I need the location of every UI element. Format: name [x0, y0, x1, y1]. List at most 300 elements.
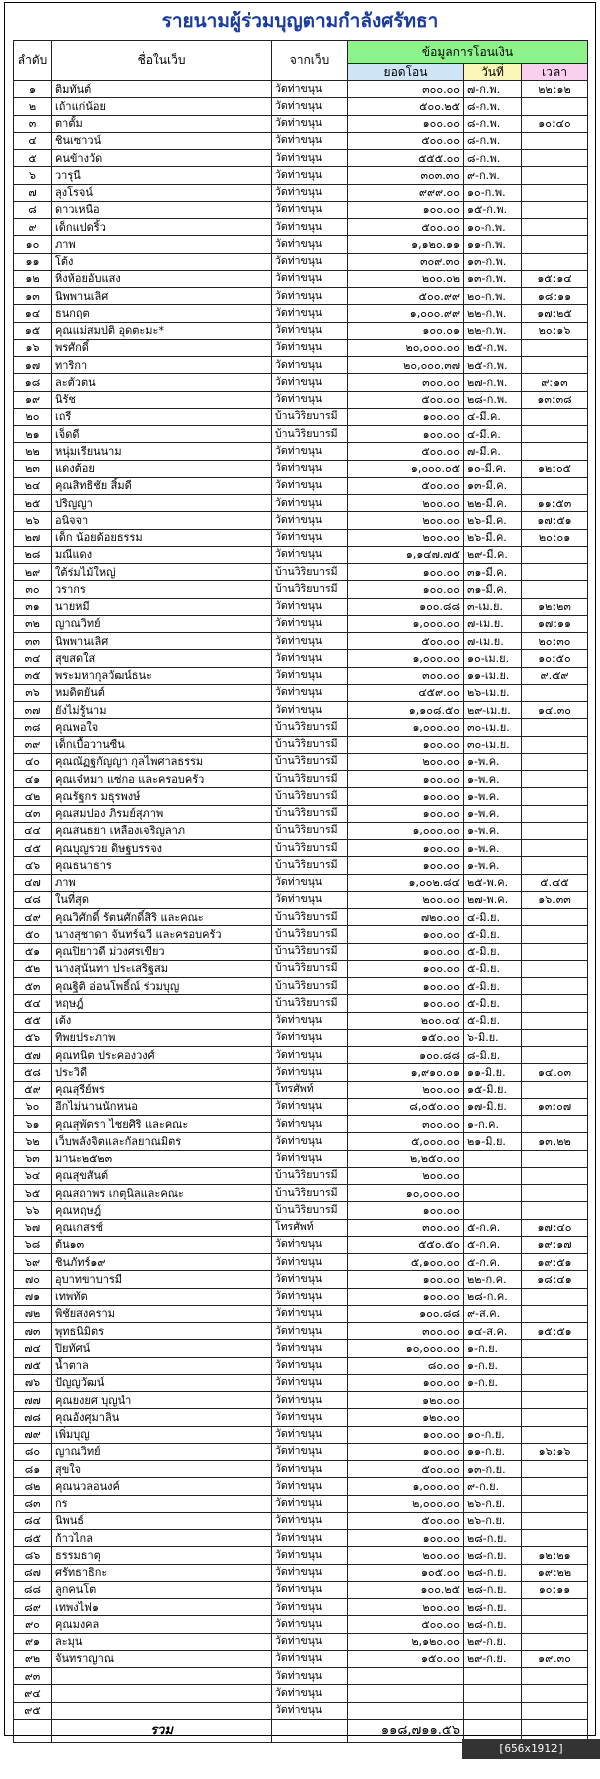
transfer-time	[522, 1461, 588, 1478]
source-site: บ้านวิริยบารมี	[272, 822, 348, 839]
transfer-amount: ๕๐๐.๐๐	[348, 1512, 464, 1529]
transfer-date: ๑๓-ก.พ.	[464, 253, 522, 270]
table-row	[14, 702, 588, 719]
donor-name: ยังไม่รู้นาม	[52, 702, 272, 719]
transfer-amount: ๕๐๐.๐๐	[348, 132, 464, 149]
table-row	[14, 891, 588, 908]
transfer-amount: ๑๐๐.๐๐	[348, 960, 464, 977]
transfer-time	[522, 960, 588, 977]
donor-name: คุณสนธยา เหลืองเจริญลาภ	[52, 822, 272, 839]
source-site: วัดท่าขนุน	[272, 1495, 348, 1512]
transfer-time	[522, 546, 588, 563]
header-date: วันที่	[464, 64, 522, 81]
source-site: บ้านวิริยบารมี	[272, 753, 348, 770]
transfer-time	[522, 339, 588, 356]
transfer-time	[522, 184, 588, 201]
table-row	[14, 615, 588, 632]
transfer-amount: ๒๐๐.๐๐	[348, 1547, 464, 1564]
source-site: วัดท่าขนุน	[272, 81, 348, 98]
row-number: ๓๖	[14, 684, 52, 701]
transfer-amount: ๒๐๐.๐๔	[348, 1012, 464, 1029]
transfer-amount: ๔๕๙.๐๐	[348, 684, 464, 701]
donor-name: หิ่งห้อยอับแสง	[52, 270, 272, 287]
source-site: วัดท่าขนุน	[272, 1340, 348, 1357]
row-number: ๒๘	[14, 546, 52, 563]
donor-name: ละตัวตน	[52, 374, 272, 391]
source-site: วัดท่าขนุน	[272, 1305, 348, 1322]
transfer-date: ๕-ก.ค.	[464, 1254, 522, 1271]
table-row	[14, 236, 588, 253]
donor-name: คุณรัฐกร มธุรพงษ์	[52, 788, 272, 805]
transfer-amount: ๑๕๐.๐๐	[348, 1650, 464, 1667]
transfer-amount: ๘๐.๐๐	[348, 1357, 464, 1374]
table-row	[14, 650, 588, 667]
transfer-date	[464, 1167, 522, 1184]
transfer-time	[522, 167, 588, 184]
transfer-amount: ๘,๐๕๐.๐๐	[348, 1098, 464, 1115]
row-number: ๙๒	[14, 1650, 52, 1667]
transfer-time: ๙:๑๓	[522, 374, 588, 391]
table-body	[14, 81, 588, 1720]
transfer-date: ๒๘-ก.ค.	[464, 1288, 522, 1305]
source-site: วัดท่าขนุน	[272, 1323, 348, 1340]
transfer-date	[464, 1409, 522, 1426]
transfer-date: ๙-ก.พ.	[464, 167, 522, 184]
donor-name: ใต้ร่มไม้ใหญ่	[52, 564, 272, 581]
transfer-amount: ๒๐๐.๐๐	[348, 1599, 464, 1616]
row-number: ๙๐	[14, 1616, 52, 1633]
row-number: ๑๘	[14, 374, 52, 391]
source-site: วัดท่าขนุน	[272, 1426, 348, 1443]
row-number: ๒๕	[14, 495, 52, 512]
transfer-date: ๘-ก.พ.	[464, 150, 522, 167]
transfer-time: ๑๖.๓๓	[522, 891, 588, 908]
source-site: บ้านวิริยบารมี	[272, 1202, 348, 1219]
table-row	[14, 581, 588, 598]
donor-name: มณีแดง	[52, 546, 272, 563]
source-site: บ้านวิริยบารมี	[272, 995, 348, 1012]
table-row	[14, 1547, 588, 1564]
row-number: ๖๐	[14, 1098, 52, 1115]
source-site: บ้านวิริยบารมี	[272, 805, 348, 822]
row-number: ๒๗	[14, 529, 52, 546]
row-number: ๕๘	[14, 1064, 52, 1081]
table-row	[14, 322, 588, 339]
transfer-time: ๑๔.๐๓	[522, 1064, 588, 1081]
table-row	[14, 926, 588, 943]
transfer-amount: ๕๕๕.๐๐	[348, 150, 464, 167]
transfer-time	[522, 753, 588, 770]
transfer-time: ๑๓:๓๘	[522, 391, 588, 408]
transfer-time: ๑๗:๕๑	[522, 512, 588, 529]
table-row	[14, 1599, 588, 1616]
transfer-date: ๘-ก.พ.	[464, 115, 522, 132]
transfer-time: ๑๙:๒๒	[522, 1564, 588, 1581]
transfer-amount: ๒๐,๐๐๐.๓๗	[348, 357, 464, 374]
donor-name: ญาณวิทย์	[52, 1443, 272, 1460]
transfer-date: ๒๘-ก.ย.	[464, 1581, 522, 1598]
row-number: ๘๔	[14, 1512, 52, 1529]
source-site: บ้านวิริยบารมี	[272, 564, 348, 581]
transfer-date: ๑๓-มี.ค.	[464, 477, 522, 494]
table-row	[14, 1185, 588, 1202]
row-number: ๒๖	[14, 512, 52, 529]
source-site: บ้านวิริยบารมี	[272, 909, 348, 926]
table-row	[14, 771, 588, 788]
row-number: ๓๒	[14, 615, 52, 632]
source-site: วัดท่าขนุน	[272, 374, 348, 391]
row-number: ๑๖	[14, 339, 52, 356]
donor-name: ชินภัทร์๑๙	[52, 1254, 272, 1271]
transfer-time	[522, 253, 588, 270]
transfer-date: ๒๙-มี.ค.	[464, 546, 522, 563]
transfer-date: ๒๐-ก.พ.	[464, 288, 522, 305]
source-site: บ้านวิริยบารมี	[272, 978, 348, 995]
source-site: บ้านวิริยบารมี	[272, 1167, 348, 1184]
row-number: ๒๐	[14, 408, 52, 425]
transfer-amount: ๒,๒๕๐.๐๐	[348, 1150, 464, 1167]
transfer-time	[522, 1081, 588, 1098]
table-row	[14, 1650, 588, 1667]
table-row	[14, 1668, 588, 1685]
source-site: บ้านวิริยบารมี	[272, 408, 348, 425]
transfer-time	[522, 1185, 588, 1202]
transfer-time: ๒๒:๑๒	[522, 81, 588, 98]
transfer-time	[522, 736, 588, 753]
donor-table	[13, 40, 588, 1743]
donor-name: อนิจจา	[52, 512, 272, 529]
transfer-amount: ๓๐๙.๓๐	[348, 253, 464, 270]
row-number: ๖	[14, 167, 52, 184]
transfer-time	[522, 1202, 588, 1219]
donor-name: คุณสุรีย์พร	[52, 1081, 272, 1098]
transfer-amount: ๑๐๐.๐๐	[348, 1271, 464, 1288]
transfer-time	[522, 1374, 588, 1391]
row-number: ๗๗	[14, 1392, 52, 1409]
donor-name: เจ็ดดี	[52, 426, 272, 443]
row-number: ๕๐	[14, 926, 52, 943]
transfer-date: ๒๘-ก.พ.	[464, 391, 522, 408]
table-row	[14, 822, 588, 839]
row-number: ๖๖	[14, 1202, 52, 1219]
transfer-amount: ๕๐๐.๙๙	[348, 288, 464, 305]
transfer-time	[522, 1340, 588, 1357]
source-site: วัดท่าขนุน	[272, 1633, 348, 1650]
table-row	[14, 753, 588, 770]
row-number: ๓๘	[14, 719, 52, 736]
transfer-time	[522, 236, 588, 253]
source-site: บ้านวิริยบารมี	[272, 426, 348, 443]
table-row	[14, 978, 588, 995]
table-row	[14, 81, 588, 98]
transfer-time: ๑๕:๕๑	[522, 1323, 588, 1340]
source-site: วัดท่าขนุน	[272, 1409, 348, 1426]
transfer-time	[522, 1426, 588, 1443]
donor-name: วารุนี	[52, 167, 272, 184]
transfer-time	[522, 926, 588, 943]
transfer-time: ๙.๕๙	[522, 667, 588, 684]
transfer-amount: ๑๐๐.๐๐	[348, 788, 464, 805]
transfer-amount: ๑,๐๐๐.๐๐	[348, 719, 464, 736]
table-row	[14, 1392, 588, 1409]
row-number: ๕๑	[14, 943, 52, 960]
source-site: วัดท่าขนุน	[272, 512, 348, 529]
transfer-amount: ๑๐๐.๐๐	[348, 426, 464, 443]
transfer-time	[522, 995, 588, 1012]
source-site: วัดท่าขนุน	[272, 1029, 348, 1046]
table-row	[14, 1047, 588, 1064]
transfer-time	[522, 1029, 588, 1046]
row-number: ๔๙	[14, 909, 52, 926]
donor-name: ลูกคนโต	[52, 1581, 272, 1598]
source-site: วัดท่าขนุน	[272, 1564, 348, 1581]
header-source: จากเว็บ	[272, 41, 348, 81]
transfer-time	[522, 1012, 588, 1029]
row-number: ๒๙	[14, 564, 52, 581]
donor-name: ติมทันต์	[52, 81, 272, 98]
transfer-date: ๑-ก.ย.	[464, 1374, 522, 1391]
transfer-amount: ๑๐๐.๘๘	[348, 1047, 464, 1064]
transfer-amount: ๕๐๐.๐๐	[348, 477, 464, 494]
row-number: ๘๑	[14, 1461, 52, 1478]
table-row	[14, 960, 588, 977]
transfer-date: ๕-มิ.ย.	[464, 978, 522, 995]
donor-name: เทพทัต	[52, 1288, 272, 1305]
table-row	[14, 1236, 588, 1253]
donor-name: ญาณวิทย์	[52, 615, 272, 632]
transfer-time	[522, 581, 588, 598]
transfer-date: ๕-มิ.ย.	[464, 943, 522, 960]
table-row	[14, 598, 588, 615]
transfer-date: ๒๘-ก.ย.	[464, 1599, 522, 1616]
row-number: ๗๓	[14, 1323, 52, 1340]
source-site: บ้านวิริยบารมี	[272, 857, 348, 874]
row-number: ๗๐	[14, 1271, 52, 1288]
row-number: ๑๒	[14, 270, 52, 287]
table-row	[14, 719, 588, 736]
row-number: ๕	[14, 150, 52, 167]
source-site: วัดท่าขนุน	[272, 1236, 348, 1253]
table-row	[14, 339, 588, 356]
transfer-time: ๑๒:๒๑	[522, 1547, 588, 1564]
row-number: ๖๑	[14, 1116, 52, 1133]
transfer-date: ๘-ก.พ.	[464, 98, 522, 115]
transfer-date: ๒๗-ก.พ.	[464, 374, 522, 391]
row-number: ๖๔	[14, 1167, 52, 1184]
table-row	[14, 1305, 588, 1322]
transfer-date: ๑-พ.ค.	[464, 771, 522, 788]
transfer-date: ๒๒-ก.พ.	[464, 305, 522, 322]
transfer-date: ๒๘-ก.ย.	[464, 1530, 522, 1547]
table-row	[14, 443, 588, 460]
transfer-time	[522, 1409, 588, 1426]
table-row	[14, 736, 588, 753]
source-site: วัดท่าขนุน	[272, 1461, 348, 1478]
transfer-time	[522, 805, 588, 822]
transfer-time	[522, 1150, 588, 1167]
transfer-time: ๒๐:๐๑	[522, 529, 588, 546]
transfer-amount: ๕๐๐.๐๐	[348, 633, 464, 650]
row-number: ๔๗	[14, 874, 52, 891]
transfer-amount: ๕๐๐.๐๐	[348, 443, 464, 460]
transfer-date: ๒๙-ก.ย.	[464, 1633, 522, 1650]
table-row	[14, 115, 588, 132]
row-number: ๖๓	[14, 1150, 52, 1167]
donor-name: คุณธนาธาร	[52, 857, 272, 874]
table-row	[14, 1374, 588, 1391]
header-time: เวลา	[522, 64, 588, 81]
table-row	[14, 1098, 588, 1115]
transfer-amount: ๑๐๐.๐๐	[348, 1202, 464, 1219]
row-number: ๗๑	[14, 1288, 52, 1305]
transfer-amount: ๑๐๐.๐๐	[348, 1288, 464, 1305]
row-number: ๗	[14, 184, 52, 201]
transfer-date	[464, 1685, 522, 1702]
table-row	[14, 805, 588, 822]
table-row	[14, 1288, 588, 1305]
table-row	[14, 909, 588, 926]
source-site: วัดท่าขนุน	[272, 1443, 348, 1460]
transfer-amount: ๑๐๐.๐๐	[348, 926, 464, 943]
source-site: วัดท่าขนุน	[272, 874, 348, 891]
transfer-time	[522, 840, 588, 857]
donor-name: ละมุน	[52, 1633, 272, 1650]
table-row	[14, 1012, 588, 1029]
donor-name: ปิยทัศน์	[52, 1340, 272, 1357]
transfer-amount: ๓๐๐.๐๐	[348, 1116, 464, 1133]
transfer-date: ๒๗-พ.ค.	[464, 891, 522, 908]
transfer-time	[522, 219, 588, 236]
transfer-amount: ๑๐๕.๐๐	[348, 1564, 464, 1581]
transfer-date: ๒๒-ก.พ.	[464, 322, 522, 339]
table-row	[14, 201, 588, 218]
donor-name: คุณแม่สมปติ อุดตะมะ*	[52, 322, 272, 339]
source-site: วัดท่าขนุน	[272, 702, 348, 719]
transfer-date: ๑๔-ส.ค.	[464, 1323, 522, 1340]
table-row	[14, 1564, 588, 1581]
source-site: บ้านวิริยบารมี	[272, 1185, 348, 1202]
transfer-amount: ๑,๑๔๗.๗๕	[348, 546, 464, 563]
page-title: รายนามผู้ร่วมบุญตามกำลังศรัทธา	[161, 10, 439, 32]
transfer-date: ๔-มิ.ย.	[464, 909, 522, 926]
row-number: ๗๘	[14, 1409, 52, 1426]
transfer-time: ๑๘:๔๑	[522, 1271, 588, 1288]
row-number: ๘๒	[14, 1478, 52, 1495]
row-number: ๙	[14, 219, 52, 236]
transfer-time	[522, 1495, 588, 1512]
donor-name: หนุ่มเรียนนาม	[52, 443, 272, 460]
source-site: วัดท่าขนุน	[272, 98, 348, 115]
transfer-amount	[348, 1685, 464, 1702]
transfer-date: ๒๙-เม.ย.	[464, 702, 522, 719]
donor-name	[52, 1702, 272, 1719]
donor-name	[52, 1685, 272, 1702]
donor-name: แดงต้อย	[52, 460, 272, 477]
transfer-date: ๗-เม.ย.	[464, 633, 522, 650]
table-row	[14, 1495, 588, 1512]
donor-name: น้ำตาล	[52, 1357, 272, 1374]
row-number: ๓๕	[14, 667, 52, 684]
transfer-amount: ๑๐๐.๐๐	[348, 805, 464, 822]
transfer-amount: ๑๐๐.๐๐	[348, 736, 464, 753]
source-site: วัดท่าขนุน	[272, 667, 348, 684]
transfer-date: ๑๑-เม.ย.	[464, 667, 522, 684]
transfer-time	[522, 1478, 588, 1495]
source-site: วัดท่าขนุน	[272, 495, 348, 512]
transfer-amount: ๒,๐๐๐.๐๐	[348, 1495, 464, 1512]
donor-name: ปริญญา	[52, 495, 272, 512]
table-row	[14, 150, 588, 167]
transfer-time: ๑๐:๑๑	[522, 1581, 588, 1598]
donor-name: ปัญญวัฒน์	[52, 1374, 272, 1391]
row-number: ๔๑	[14, 771, 52, 788]
header-no: ลำดับ	[14, 41, 52, 81]
transfer-amount: ๑๐๐.๐๐	[348, 1530, 464, 1547]
donor-name: นิรัช	[52, 391, 272, 408]
donor-name: ดาวเหนือ	[52, 201, 272, 218]
source-site: วัดท่าขนุน	[272, 1047, 348, 1064]
table-row	[14, 1340, 588, 1357]
transfer-time	[522, 357, 588, 374]
transfer-date: ๑-ก.ย.	[464, 1357, 522, 1374]
transfer-time: ๑๒:๒๓	[522, 598, 588, 615]
row-number: ๗๙	[14, 1426, 52, 1443]
table-row	[14, 546, 588, 563]
transfer-date: ๘-ก.พ.	[464, 132, 522, 149]
source-site: บ้านวิริยบารมี	[272, 926, 348, 943]
header-transfer-group: ข้อมูลการโอนเงิน	[348, 41, 588, 64]
donor-name: คุณฐิติ อ่อนโพธิ์ณ์ ร่วมบุญ	[52, 978, 272, 995]
transfer-time	[522, 150, 588, 167]
transfer-time	[522, 408, 588, 425]
row-number: ๘๖	[14, 1547, 52, 1564]
transfer-amount: ๑,๐๐๐.๐๐	[348, 615, 464, 632]
transfer-amount: ๑,๐๐๐.๐๐	[348, 650, 464, 667]
transfer-time: ๑๐:๔๐	[522, 115, 588, 132]
transfer-amount: ๒๐๐.๐๐	[348, 529, 464, 546]
donor-name: คุณสมปอง ภิรมย์สุภาพ	[52, 805, 272, 822]
row-number: ๕๒	[14, 960, 52, 977]
donor-name: ตาตั้ม	[52, 115, 272, 132]
donor-name: ทาริกา	[52, 357, 272, 374]
donor-name: กร	[52, 1495, 272, 1512]
transfer-date	[464, 1702, 522, 1719]
row-number: ๑๑	[14, 253, 52, 270]
transfer-amount: ๑,๐๐๒.๘๔	[348, 874, 464, 891]
source-site: วัดท่าขนุน	[272, 1150, 348, 1167]
row-number: ๓๓	[14, 633, 52, 650]
transfer-time	[522, 1668, 588, 1685]
donor-name: นายหมี	[52, 598, 272, 615]
donor-name: คุณอังศุมาลิน	[52, 1409, 272, 1426]
transfer-amount: ๑๐,๐๐๐.๐๐	[348, 1340, 464, 1357]
transfer-date: ๑-พ.ค.	[464, 822, 522, 839]
source-site: วัดท่าขนุน	[272, 1392, 348, 1409]
transfer-date: ๒๘-ก.ย.	[464, 1616, 522, 1633]
transfer-amount: ๓๐๐.๐๐	[348, 1323, 464, 1340]
transfer-date: ๓๑-มี.ค.	[464, 564, 522, 581]
donor-name: คุณสถาพร เกตุนิลและคณะ	[52, 1185, 272, 1202]
source-site: โทรศัพท์	[272, 1081, 348, 1098]
transfer-amount: ๗๒๐.๐๐	[348, 909, 464, 926]
table-row	[14, 1133, 588, 1150]
row-number: ๕๕	[14, 1012, 52, 1029]
transfer-amount: ๑,๙๑๐.๐๑	[348, 1064, 464, 1081]
source-site: วัดท่าขนุน	[272, 201, 348, 218]
row-number: ๕๗	[14, 1047, 52, 1064]
source-site: วัดท่าขนุน	[272, 1599, 348, 1616]
transfer-time	[522, 1047, 588, 1064]
